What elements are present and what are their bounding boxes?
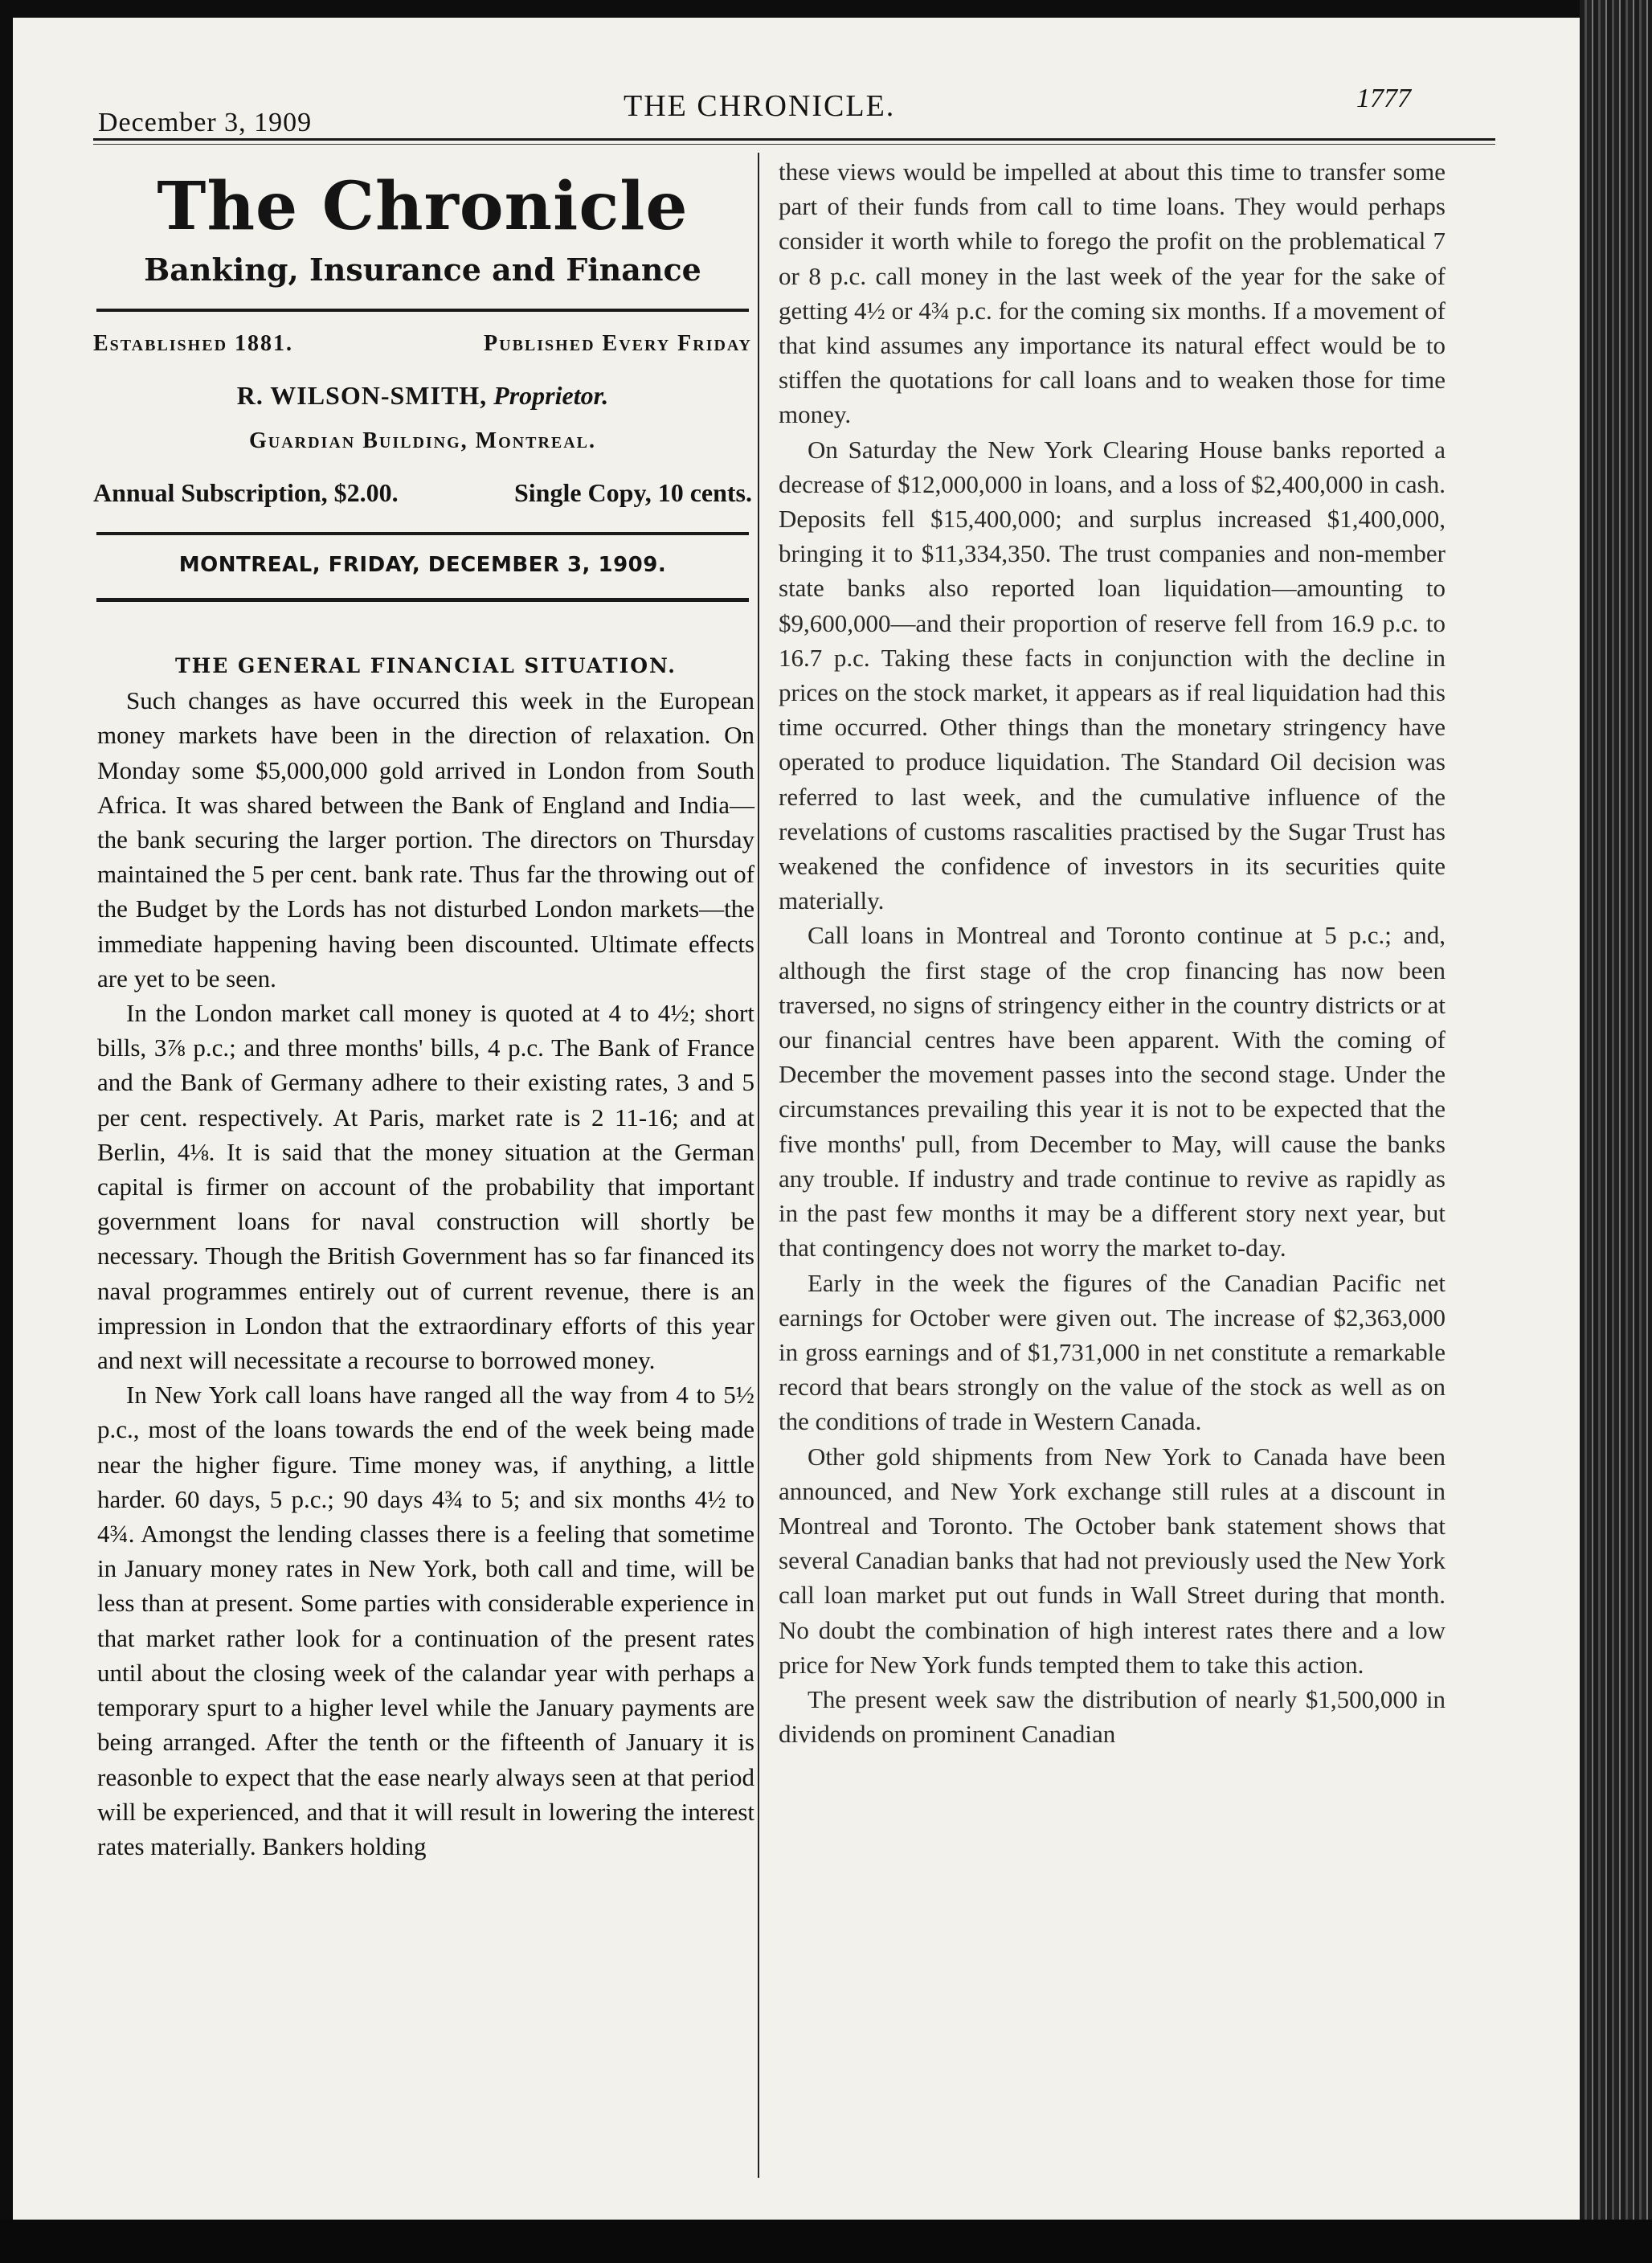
article-paragraph: Other gold shipments from New York to Canada have been announced, and New York exchange still rules at a discount in Montreal and Toronto. The October bank statement shows that several Canadian banks that had not previously used the New York call loan market put out funds in Wall Street during that month. No doubt the combination of high interest rates there and a low price for New York funds tempted them to take this action. xyxy=(779,1442,1446,1679)
column-divider xyxy=(758,153,759,2178)
masthead xyxy=(93,158,752,602)
dateline: MONTREAL, FRIDAY, DECEMBER 3, 1909. xyxy=(178,553,667,577)
running-head-title: THE CHRONICLE. xyxy=(624,89,896,123)
article-paragraph: these views would be impelled at about this time to transfer some part of their funds from call to time loans. They would perhaps consider it worth while to forego the profit on the problematical 7 or 8 p.c. call money in the last week of the year for the sake of getting 4½ or 4¾ p.c. for the coming six months. If a movement of that kind assumes any importance its natural effect would be to stiffen the quotations for call loans and to weaken those for time money. xyxy=(779,158,1446,429)
proprietor-name: R. WILSON-SMITH, xyxy=(236,381,488,410)
single-copy-price: Single Copy, 10 cents. xyxy=(513,478,752,507)
article-paragraph: Early in the week the figures of the Canadian Pacific net earnings for October were given out. The increase of $2,363,000 in gross earnings and of $1,731,000 in net constitute a remarkable record that bears strongly on the value of the stock as well as on the conditions of trade in Western Canada. xyxy=(779,1268,1446,1436)
left-column xyxy=(97,649,754,1864)
proprietor-line xyxy=(93,381,752,411)
header-rule xyxy=(93,138,1495,141)
right-column xyxy=(779,154,1446,1751)
masthead-rule-2 xyxy=(96,532,749,535)
masthead-rule xyxy=(96,309,749,312)
masthead-info-row xyxy=(93,331,752,357)
running-head xyxy=(13,84,1580,137)
annual-subscription: Annual Subscription, $2.00. xyxy=(93,478,399,507)
article-paragraph: The present week saw the distribution of nearly $1,500,000 in dividends on prominent Canadian xyxy=(779,1684,1446,1749)
article-paragraph: In New York call loans have ranged all the way from 4 to 5½ p.c., most of the loans towards the end of the week being made near the higher figure. Time money was, if anything, a little harder. 60 days, 5 p.c.; 90 days 4¾ to 5; and six months 4½ to 4¾. Amongst the lending classes there is a feeling that sometime in January money rates in New York, both call and time, will be less than at present. Some parties with considerable experience in that market rather look for a continuation of the present rates until about the closing week of the calandar year with perhaps a temporary spurt to a higher level while the January payments are being arranged. After the tenth or the fifteenth of January it is reasonble to expect that the ease nearly always seen at that period will be experienced, and that it will result in lowering the interest rates materially. Bankers holding xyxy=(97,1381,754,1860)
scan-bottom-edge xyxy=(0,2220,1652,2263)
masthead-rule-3 xyxy=(96,598,749,602)
article-paragraph: On Saturday the New York Clearing House banks reported a decrease of $12,000,000 in loans, and a loss of $2,400,000 in cash. Deposits fell $15,400,000; and surplus increased $1,400,000, bringing it to $11,334,350. The trust companies and non-member state banks also reported loan liquidation—amounting to $9,600,000—and their proportion of reserve fell from 16.9 p.c. to 16.7 p.c. Taking these facts in conjunction with the decline in prices on the stock market, it appears as if real liquidation had this time occurred. Other things than the monetary stringency have operated to produce liquidation. The Standard Oil decision was referred to last week, and the cumulative influence of the revelations of customs rascalities practised by the Sugar Trust has weakened the confidence of investors in its securities quite materially. xyxy=(779,435,1446,915)
established-text: Established 1881. xyxy=(93,331,294,356)
newspaper-page xyxy=(13,18,1580,2220)
address-line: Guardian Building, Montreal. xyxy=(248,428,597,453)
proprietor-role: Proprietor. xyxy=(493,381,609,410)
subscription-row xyxy=(93,478,752,508)
masthead-title: The Chronicle xyxy=(157,168,689,245)
article-paragraph: Such changes as have occurred this week in the European money markets have been in the direction of relaxation. On Monday some $5,000,000 gold arrived in London from South Africa. It was shared between the Bank of England and India—the bank securing the larger portion. The directors on Thursday maintained the 5 per cent. bank rate. Thus far the throwing out of the Budget by the Lords has not disturbed London markets—the immediate happening having been discounted. Ultimate effects are yet to be seen. xyxy=(97,686,754,992)
article-heading: THE GENERAL FINANCIAL SITUATION. xyxy=(174,654,677,677)
published-text: Published Every Friday xyxy=(484,331,752,356)
masthead-subtitle: Banking, Insurance and Finance xyxy=(144,252,701,288)
page-number: 1777 xyxy=(1356,84,1411,113)
article-paragraph: Call loans in Montreal and Toronto continue at 5 p.c.; and, although the first stage of the crop financing has now been traversed, no signs of stringency either in the country districts or at our financial centres have been apparent. With the coming of December the movement passes into the second stage. Under the circumstances prevailing this year it is not to be expected that the five months' pull, from December to May, will cause the banks any trouble. If industry and trade continue to revive as rapidly as in the past few months it may be a different story next year, but that contingency does not worry the market to-day. xyxy=(779,921,1446,1262)
header-rule-thin xyxy=(93,144,1495,145)
running-head-date: December 3, 1909 xyxy=(98,108,313,137)
article-paragraph: In the London market call money is quoted at 4 to 4½; short bills, 3⅞ p.c.; and three months' bills, 4 p.c. The Bank of France and the Bank of Germany adhere to their existing rates, 3 and 5 per cent. respectively. At Paris, market rate is 2 11-16; and at Berlin, 4⅛. It is said that the money situation at the German capital is firmer on account of the probability that important government loans for naval construction will shortly be necessary. Though the British Government has so far financed its naval programmes entirely out of current revenue, there is an impression in London that the extraordinary efforts of this year and next will necessitate a recourse to borrowed money. xyxy=(97,999,754,1375)
page-edge-binding xyxy=(1580,0,1652,2263)
